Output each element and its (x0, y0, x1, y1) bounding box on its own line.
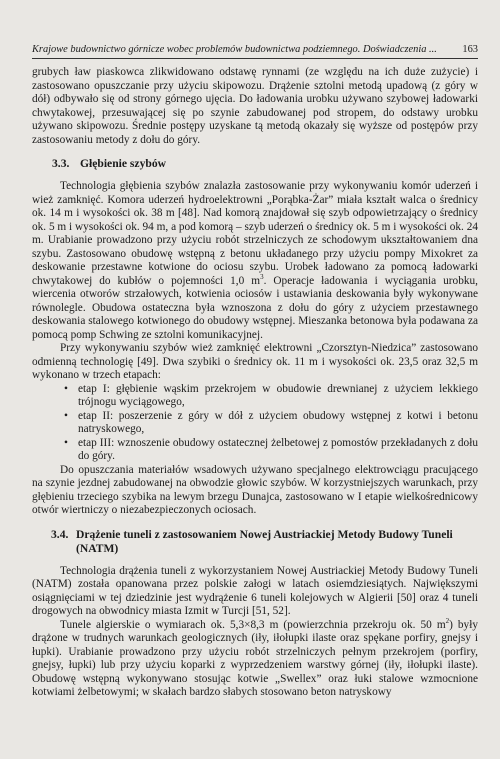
paragraph-text: Tunele algierskie o wymiarach ok. 5,3×8,3 m (powierzchnia przekroju ok. 50 m (60, 618, 446, 631)
page-number: 163 (462, 44, 478, 55)
section-3-4-paragraph-1: Technologia drążenia tuneli z wykorzystaniem Nowej Austriackiej Metody Budowy Tuneli (NATM) została opanowana przez polskie załogi w latach osiemdziesiątych. Największymi osiągnięciami w tej dziedzinie jest wydrążenie 6 tuneli kolejowych w Algierii [50] oraz 4 tuneli drogowych na obwodnicy miasta Izmit w Turcji [51, 52]. (32, 564, 478, 617)
paragraph-text: ) były drążone w trudnych warunkach geologicznych (iły, iłołupki ilaste oraz spękane porfiry, gnejsy i łupki). Urabianie prowadzono przy użyciu robót strzelniczych pełnym przekrojem (porfiry, gnejsy, łupki) lub przy użyciu koparki z wyprzedzeniem warstwy górnej (iły, iłołupki ilaste). Obudowę wstępną wykonywano stosując kotwie „Swellex” oraz łuki stalowe wzmocnione kotwiami żelbetowymi; w skałach bardzo słabych stosowano beton natryskowy (32, 618, 478, 698)
section-title: Głębienie szybów (80, 157, 166, 170)
section-3-3-paragraph-2: Przy wykonywaniu szybów wież zamknięć elektrowni „Czorsztyn-Niedzica” zastosowano odmienną technologię [49]. Dwa szybiki o średnicy ok. 11 m i wysokości ok. 23,5 oraz 32,5 m wykonano w trzech etapach: (32, 342, 478, 381)
stages-list (32, 383, 478, 464)
paragraph-text: . Operacje ładowania i wyciągania urobku, wiercenia otworów strzałowych, kotwienia ociosów i ustawiania deskowania były wykonywane równolegle. Obudowa ostateczna była wznoszona z dołu do góry z użyciem przestawnego deskowania stalowego kotwionego do obudowy wstępnej. Mieszanka betonowa była podawana za pomocą pomp Schwing ze sztolni komunikacyjnej. (32, 274, 478, 341)
section-number: 3.4. (51, 527, 69, 541)
bullet-icon: • (64, 382, 68, 395)
section-3-4-paragraph-2 (32, 616, 478, 700)
list-item (32, 410, 478, 437)
page-body (32, 66, 478, 700)
bullet-icon: • (64, 409, 68, 422)
header-rule (32, 58, 478, 59)
section-3-3-paragraph-1 (32, 180, 478, 342)
section-3-3-heading (32, 157, 478, 171)
section-3-3-paragraph-3: Do opuszczania materiałów wsadowych używano specjalnego elektrowciągu pracującego na szynie jezdnej zabudowanej na obwodzie głowic szybów. W korzystniejszych warunkach, przy głębieniu trzeciego szybika na lewym brzegu Dunajca, zastosowano w I etapie wielkośrednicowy otwór wiertniczy o niezabezpieczonych ociosach. (32, 463, 478, 516)
running-title: Krajowe budownictwo górnicze wobec problemów budownictwa podziemnego. Doświadczenia ... (32, 44, 437, 55)
list-item-text: etap III: wznoszenie obudowy ostatecznej żelbetowej z pomostów przekładanych z dołu do góry. (78, 436, 478, 462)
intro-paragraph: grubych ław piaskowca zlikwidowano odstawę rynnami (ze względu na ich duże zużycie) i zastosowano opuszczanie przy użyciu skipowozu. Drążenie sztolni metodą upadową (z góry w dół) odbywało się od strony górnego ujęcia. Do ładowania urobku używano szybowej ładowarki chwytakowej, przesuwającej się po szynie zabudowanej pod stropem, do odstawy urobku używano skipowozu. Średnie postępy uzyskane tą metodą okazały się wyższe od postępów przy zastosowaniu metody z dołu do góry. (32, 66, 478, 146)
section-3-4-heading (32, 528, 478, 556)
list-item-text: etap II: poszerzenie z góry w dół z użyciem obudowy wstępnej z kotwi i betonu natryskowego, (78, 409, 478, 435)
list-item-text: etap I: głębienie wąskim przekrojem w obudowie drewnianej z użyciem lekkiego trójnogu wyciągowego, (78, 382, 478, 408)
bullet-icon: • (64, 436, 68, 449)
section-number: 3.3. (52, 157, 70, 170)
superscript: 3 (260, 272, 264, 281)
list-item (32, 383, 478, 410)
paragraph-text: Technologia głębienia szybów znalazła zastosowanie przy wykonywaniu komór uderzeń i wież zamknięć. Komora uderzeń hydroelektrowni „Porąbka-Żar” miała kształt walca o średnicy ok. 14 m i wysokości ok. 38 m [48]. Nad komorą znajdował się szyb odpowietrzający o średnicy ok. 5 m i wysokości ok. 94 m, a pod komorą – szyb uderzeń o średnicy ok. 5 m i wysokości ok. 24 m. Urabianie prowadzono przy użyciu robót strzelniczych ze schodowym ukształtowaniem dna szybu. Zastosowano obudowę wstępną z betonu układanego przy użyciu pompy Mixokret za deskowanie przestawne kotwione do ociosu szybu. Urobek ładowano za pomocą ładowarki chwytakowej do kubłów o pojemności 1,0 m (32, 180, 478, 287)
list-item (32, 437, 478, 464)
superscript: 2 (445, 616, 450, 625)
section-title: Drążenie tuneli z zastosowaniem Nowej Austriackiej Metody Budowy Tuneli (NATM) (76, 527, 453, 555)
